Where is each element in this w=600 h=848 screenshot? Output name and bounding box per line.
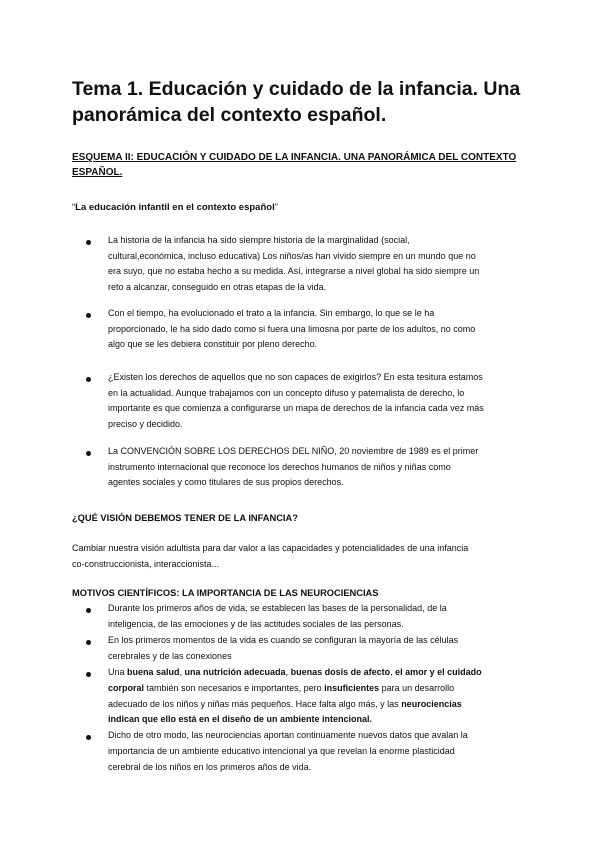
- bullet-line: en la actualidad. Aunque trabajamos con un concepto difuso y paternalista de derecho, lo: [108, 387, 465, 398]
- science-bullet-3: [108, 665, 540, 728]
- text-run: ,: [390, 667, 396, 677]
- outline-heading: [72, 150, 532, 180]
- bullet-line: Dicho de otro modo, las neurociencias aportan continuamente nuevos datos que avalan la: [108, 730, 468, 740]
- bullet-line: era suyo, que no estaba hecho a su medida. Así, integrarse a nivel global ha sido siempre un: [108, 266, 480, 277]
- bullet-line: Durante los primeros años de vida, se establecen las bases de la personalidad, de la: [108, 603, 447, 613]
- bullet-line: agentes sociales y como titulares de sus propios derechos.: [108, 477, 344, 488]
- bullet-line: ¿Existen los derechos de aquellos que no son capaces de exigirlos? En esta tesitura estamos: [108, 372, 483, 382]
- bullet-dot: [86, 240, 91, 245]
- outline-line-2: ESPAÑOL.: [72, 167, 123, 178]
- section-quote: [72, 201, 278, 215]
- paragraph-line: co-construccionista, interaccionista...: [72, 558, 220, 569]
- vision-heading: ¿QUÉ VISIÓN DEBEMOS TENER DE LA INFANCIA?: [72, 513, 298, 523]
- bullet-line: [108, 697, 540, 713]
- bullet-dot: [86, 608, 91, 613]
- bullet-line: cerebrales y de las conexiones: [108, 650, 232, 661]
- text-run-bold: una nutrición adecuada: [184, 667, 286, 677]
- quote-text: La educación infantil en el contexto español: [75, 202, 275, 213]
- science-bullet-1: [108, 601, 540, 633]
- text-run-bold: buenas dosis de afecto: [290, 667, 391, 677]
- bullet-line: inteligencia, de las emociones y de las actitudes sociales de las personas.: [108, 618, 404, 629]
- bullet-line: indican que ello está en el diseño de un ambiente intencional.: [108, 714, 373, 725]
- bullet-line: [108, 665, 540, 681]
- history-bullet-3: [108, 370, 540, 432]
- quote-open: “: [72, 202, 76, 213]
- history-bullet-1: [108, 233, 540, 295]
- bullet-dot: [86, 313, 91, 318]
- science-heading: MOTIVOS CIENTÍFICOS: LA IMPORTANCIA DE LAS NEUROCIENCIAS: [72, 588, 379, 598]
- text-run-bold: neurociencias: [401, 698, 462, 709]
- bullet-line: instrumento internacional que reconoce los derechos humanos de niños y niñas como: [108, 461, 451, 472]
- bullet-line: La CONVENCIÓN SOBRE LOS DERECHOS DEL NIÑO, 20 noviembre de 1989 es el primer: [108, 446, 479, 456]
- bullet-line: importancia de un ambiente educativo intencional ya que revelan la enorme plasticidad: [108, 745, 455, 756]
- bullet-line: reto a alcanzar, conseguido en otras etapas de la vida.: [108, 281, 327, 292]
- bullet-dot: [86, 377, 91, 382]
- title-line-1: Tema 1. Educación y cuidado de la infancia. Una: [72, 78, 521, 100]
- bullet-line: proporcionado, le ha sido dado como si fuera una limosna por parte de los adultos, no como: [108, 323, 476, 334]
- bullet-dot: [86, 451, 91, 456]
- history-bullet-4: [108, 444, 540, 491]
- bullet-line: preciso y decidido.: [108, 418, 183, 429]
- text-run: Una: [108, 667, 128, 677]
- text-run: también son necesarios e importantes, pero: [144, 682, 325, 693]
- science-bullet-2: [108, 633, 540, 665]
- history-bullet-2: [108, 306, 540, 353]
- bullet-line: La historia de la infancia ha sido siempre historia de la marginalidad (social,: [108, 235, 410, 245]
- bullet-line: importante es que comienza a configurarse un mapa de derechos de la infancia cada vez más: [108, 403, 484, 414]
- bullet-line: Con el tiempo, ha evolucionado el trato a la infancia. Sin embargo, lo que se le ha: [108, 308, 435, 318]
- bullet-line: En los primeros momentos de la vida es cuando se configuran la mayoría de las células: [108, 635, 459, 645]
- bullet-dot: [86, 735, 91, 740]
- vision-paragraph: [72, 541, 532, 572]
- bullet-dot: [86, 672, 91, 677]
- text-run-bold: corporal: [108, 682, 145, 693]
- bullet-dot: [86, 640, 91, 645]
- text-run: ,: [179, 667, 185, 677]
- page-title: [72, 76, 542, 128]
- text-run-bold: el amor y el cuidado: [395, 667, 482, 677]
- outline-line-1: ESQUEMA II: EDUCACIÓN Y CUIDADO DE LA INFANCIA. UNA PANORÁMICA DEL CONTEXTO: [72, 152, 517, 163]
- text-run: ,: [285, 667, 291, 677]
- bullet-line: cerebral de los niños en los primeros años de vida.: [108, 761, 312, 772]
- text-run: adecuado de los niños y niñas más pequeños. Hace falta algo más, y las: [108, 698, 402, 709]
- title-line-2: panorámica del contexto español.: [72, 104, 387, 126]
- quote-close: ”: [274, 202, 278, 213]
- bullet-line: cultural,económica, incluso educativa) Los niños/as han vivido siempre en un mundo que no: [108, 250, 476, 261]
- bullet-line: algo que se les debiera constituir por pleno derecho.: [108, 339, 318, 350]
- paragraph-line: Cambiar nuestra visión adultista para dar valor a las capacidades y potencialidades de una infancia: [72, 543, 469, 553]
- text-run-bold: insuficientes: [324, 682, 380, 693]
- science-bullet-4: [108, 728, 540, 775]
- bullet-line: [108, 681, 540, 697]
- text-run-bold: buena salud: [127, 667, 180, 677]
- text-run: para un desarrollo: [379, 682, 455, 693]
